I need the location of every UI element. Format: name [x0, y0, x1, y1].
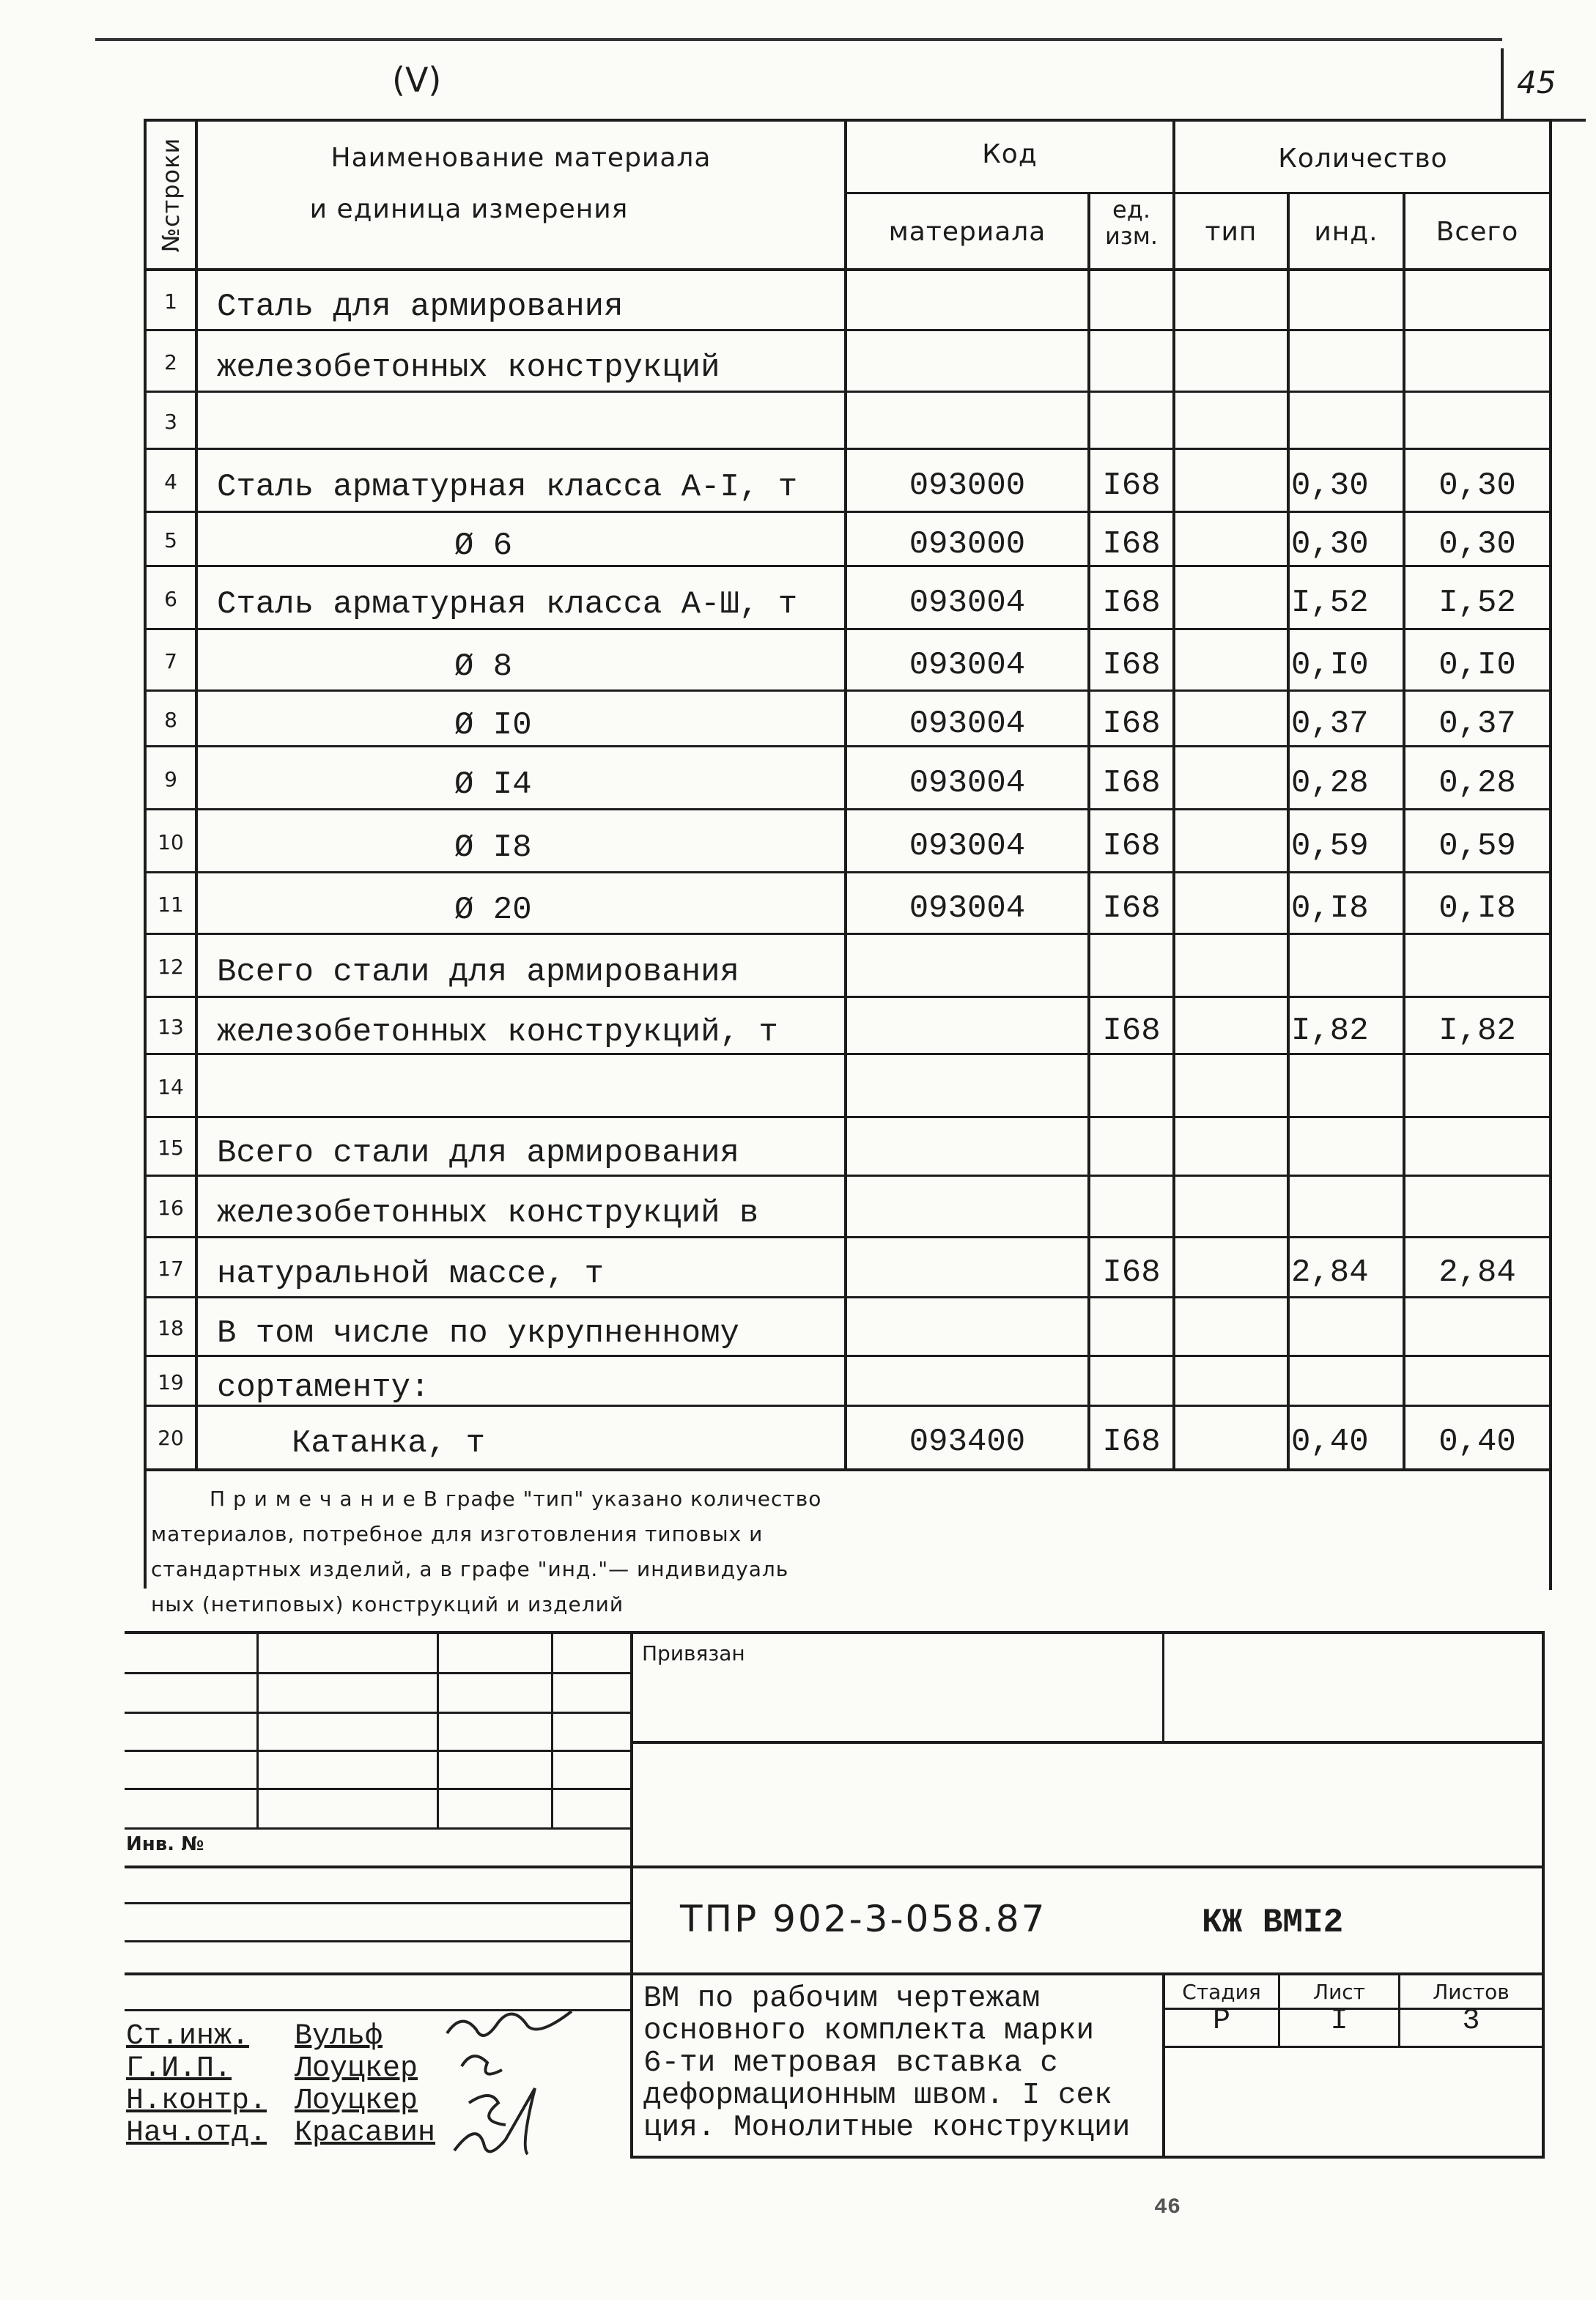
material-name	[217, 399, 841, 456]
header-row-number: №строки	[157, 137, 185, 253]
revision-mark: (V)	[392, 60, 442, 100]
stamp-line-3	[125, 1750, 630, 1752]
unit-code	[1090, 1303, 1172, 1361]
signature-row: Н.контр. Лоуцкер	[126, 2085, 418, 2118]
row-number: 20	[158, 1425, 184, 1450]
individual-qty	[1291, 336, 1403, 397]
individual-qty: 0,I8	[1291, 890, 1369, 927]
sheets-label: Листов	[1433, 1979, 1510, 2004]
material-code: 093004	[909, 828, 1026, 865]
material-code	[847, 939, 1087, 1002]
material-name: Всего стали для армирования	[217, 1135, 739, 1172]
individual-qty	[1291, 397, 1403, 454]
total-qty: I,82	[1438, 1013, 1516, 1049]
material-code	[847, 397, 1087, 454]
material-name: Сталь арматурная класса А-I, т	[217, 469, 798, 506]
note-line-3: стандартных изделий, а в графе "инд."— индивидуаль	[151, 1557, 789, 1581]
material-code	[847, 1243, 1087, 1303]
material-code: 093004	[909, 585, 1026, 621]
description-line-3: 6-ти метровая вставка с	[643, 2046, 1058, 2080]
stamp-col-privyazan	[1162, 1631, 1164, 1741]
unit-code: I68	[1102, 1013, 1161, 1049]
description-line-2: основного комплекта марки	[643, 2014, 1095, 2048]
col-line-code-qty	[1172, 119, 1175, 1470]
signature-scribble	[462, 2056, 502, 2074]
total-qty	[1405, 397, 1549, 454]
header-bottom	[144, 268, 1551, 271]
material-name: Ø I4	[454, 766, 532, 803]
unit-code: I68	[1102, 647, 1161, 684]
col-line-ind	[1287, 192, 1290, 1470]
material-name: железобетонных конструкций	[217, 350, 720, 386]
note-line-4: ных (нетиповых) конструкций и изделий	[151, 1592, 624, 1616]
individual-qty	[1291, 1303, 1403, 1361]
material-name: Ø I0	[454, 707, 532, 744]
row-number: 5	[164, 528, 177, 552]
individual-qty	[1291, 939, 1403, 1002]
unit-code: I68	[1102, 828, 1161, 865]
sheet-label: Лист	[1313, 1979, 1365, 2004]
header-total: Всего	[1436, 216, 1519, 247]
stamp-col-main	[630, 1631, 633, 2159]
row-number: 18	[158, 1315, 184, 1340]
header-unit	[1090, 196, 1172, 249]
header-quantity: Количество	[1278, 143, 1448, 174]
row-number: 1	[164, 289, 177, 314]
signature-scribble	[447, 2011, 572, 2035]
stamp-right	[1542, 1631, 1545, 2159]
row-number: 19	[158, 1369, 184, 1394]
material-code: 093004	[909, 647, 1026, 684]
row-number: 3	[164, 409, 177, 434]
material-code	[847, 1181, 1087, 1243]
stamp-bottom	[632, 2156, 1543, 2159]
note	[151, 1477, 957, 1627]
page-number: 45	[1517, 64, 1556, 100]
stage-label: Стадия	[1182, 1979, 1261, 2004]
row-number: 15	[158, 1135, 184, 1160]
document-mark: КЖ ВМI2	[1202, 1904, 1344, 1942]
header-unit-line1: ед.	[1112, 196, 1150, 223]
total-qty	[1405, 276, 1549, 336]
note-line-1: П р и м е ч а н и е В графе "тип" указано количество	[210, 1487, 822, 1511]
individual-qty: 0,40	[1291, 1424, 1369, 1460]
material-name: железобетонных конструкций в	[217, 1195, 759, 1232]
stamp-line-5	[125, 1827, 630, 1830]
total-qty	[1405, 1123, 1549, 1181]
material-name: сортаменту:	[217, 1369, 430, 1406]
material-code	[847, 1361, 1087, 1411]
individual-qty: 0,30	[1291, 467, 1369, 504]
signature-row: Нач.отд. Красавин	[126, 2117, 436, 2150]
total-qty: 0,30	[1438, 526, 1516, 563]
total-qty	[1405, 336, 1549, 397]
stamp-line-6	[125, 1865, 1543, 1868]
material-name: железобетонных конструкций, т	[217, 1014, 778, 1051]
material-code	[847, 1060, 1087, 1123]
stage-value: Р	[1212, 2004, 1230, 2038]
row-number: 2	[164, 350, 177, 374]
individual-qty	[1291, 1361, 1403, 1411]
total-qty	[1405, 1181, 1549, 1243]
material-code: 093004	[909, 706, 1026, 742]
privyazan-label: Привязан	[642, 1641, 745, 1665]
row-number: 7	[164, 648, 177, 673]
material-code	[847, 1002, 1087, 1060]
description-line-5: ция. Монолитные конструкции	[643, 2111, 1131, 2145]
individual-qty: 2,84	[1291, 1254, 1369, 1291]
row-number: 16	[158, 1195, 184, 1220]
individual-qty	[1291, 1123, 1403, 1181]
header-name-line1: Наименование материала	[330, 142, 712, 173]
stamp-top	[125, 1631, 1543, 1634]
total-qty: 0,I0	[1438, 647, 1516, 684]
handwritten-signatures	[432, 1993, 601, 2169]
total-qty	[1405, 1361, 1549, 1411]
col-line-num	[195, 119, 198, 1470]
stamp-line-privyazan	[630, 1741, 1543, 1744]
document-code: ТПР 902-3-058.87	[680, 1898, 1047, 1940]
header-subline	[844, 192, 1551, 194]
stamp-line-4	[125, 1788, 630, 1790]
unit-code	[1090, 1361, 1172, 1411]
individual-qty	[1291, 1060, 1403, 1123]
individual-qty: I,82	[1291, 1013, 1369, 1049]
material-code: 093000	[909, 526, 1026, 563]
individual-qty: 0,59	[1291, 828, 1369, 865]
stamp-line-2	[125, 1712, 630, 1714]
material-code	[847, 1123, 1087, 1181]
signature-row: Г.И.П. Лоуцкер	[126, 2052, 418, 2085]
stamp-col-c	[551, 1631, 553, 1829]
material-name: Ø 20	[454, 892, 532, 928]
material-code: 093004	[909, 890, 1026, 927]
material-name: Катанка, т	[292, 1425, 486, 1462]
sheets-value: 3	[1462, 2004, 1480, 2038]
unit-code: I68	[1102, 585, 1161, 621]
stamp-col-a	[256, 1631, 259, 1829]
material-name	[217, 1061, 841, 1124]
stamp-line-1	[125, 1672, 630, 1674]
row-number: 12	[158, 954, 184, 979]
note-line-2: материалов, потребное для изготовления типовых и	[151, 1522, 764, 1546]
unit-code: I68	[1102, 1254, 1161, 1291]
signatures	[126, 2021, 435, 2150]
material-code: 093000	[909, 467, 1026, 504]
total-qty: 2,84	[1438, 1254, 1516, 1291]
material-code	[847, 276, 1087, 336]
total-qty: 0,40	[1438, 1424, 1516, 1460]
unit-code	[1090, 276, 1172, 336]
stamp-col-b	[437, 1631, 439, 1829]
total-qty	[1405, 1303, 1549, 1361]
total-qty: 0,37	[1438, 706, 1516, 742]
total-qty: I,52	[1438, 585, 1516, 621]
unit-code	[1090, 397, 1172, 454]
header-material: материала	[888, 216, 1046, 247]
material-code	[847, 1303, 1087, 1361]
total-qty: 0,30	[1438, 467, 1516, 504]
unit-code: I68	[1102, 467, 1161, 504]
table-border-top	[144, 119, 1551, 122]
top-rule	[95, 38, 1502, 41]
unit-code: I68	[1102, 890, 1161, 927]
material-name: Ø 8	[454, 648, 513, 685]
header-type: тип	[1205, 216, 1257, 247]
unit-code: I68	[1102, 526, 1161, 563]
individual-qty: I,52	[1291, 585, 1369, 621]
individual-qty	[1291, 1181, 1403, 1243]
header-code: Код	[982, 138, 1038, 169]
material-name: Ø 6	[454, 528, 513, 564]
total-qty: 0,59	[1438, 828, 1516, 865]
individual-qty: 0,28	[1291, 765, 1369, 802]
stamp-line-8	[125, 1940, 630, 1942]
signature-scribble	[469, 2096, 506, 2125]
individual-qty	[1291, 276, 1403, 336]
unit-code	[1090, 336, 1172, 397]
row-number: 14	[158, 1074, 184, 1099]
material-name: Сталь арматурная класса А-Ш, т	[217, 586, 798, 623]
unit-code	[1090, 1181, 1172, 1243]
footer-scribble: 46	[1154, 2195, 1181, 2220]
stamp-line-7	[125, 1902, 630, 1904]
row-number: 10	[158, 829, 184, 854]
inv-no-label: Инв. №	[126, 1833, 204, 1855]
table-border-right	[1549, 119, 1552, 1590]
individual-qty: 0,I0	[1291, 647, 1369, 684]
unit-code	[1090, 1123, 1172, 1181]
header-name-line2: и единица измерения	[309, 193, 629, 224]
material-name: Сталь для армирования	[217, 289, 624, 325]
row-number: 17	[158, 1256, 184, 1281]
row-number: 11	[158, 892, 184, 917]
material-name: натуральной массе, т	[217, 1256, 605, 1293]
material-name: Ø I8	[454, 829, 532, 866]
description-line-1: ВМ по рабочим чертежам	[643, 1982, 1041, 2016]
row-number: 6	[164, 586, 177, 611]
material-code: 093400	[909, 1424, 1026, 1460]
material-name: Всего стали для армирования	[217, 954, 739, 991]
stamp-line-stage-values	[1162, 2046, 1543, 2048]
unit-code: I68	[1102, 765, 1161, 802]
total-qty: 0,28	[1438, 765, 1516, 802]
unit-code	[1090, 939, 1172, 1002]
unit-code: I68	[1102, 1424, 1161, 1460]
unit-code: I68	[1102, 706, 1161, 742]
individual-qty: 0,30	[1291, 526, 1369, 563]
material-name: В том числе по укрупненному	[217, 1315, 739, 1352]
unit-code	[1090, 1060, 1172, 1123]
row-number: 4	[164, 469, 177, 494]
header-individual: инд.	[1314, 216, 1378, 247]
individual-qty: 0,37	[1291, 706, 1369, 742]
row-number: 9	[164, 766, 177, 791]
description-line-4: деформационным швом. I сек	[643, 2079, 1112, 2112]
material-code: 093004	[909, 765, 1026, 802]
header-unit-line2: изм.	[1104, 222, 1159, 250]
material-code	[847, 336, 1087, 397]
total-qty	[1405, 1060, 1549, 1123]
stamp-description	[643, 1983, 1130, 2144]
signature-row: Ст.инж. Вульф	[126, 2020, 383, 2053]
row-number: 8	[164, 707, 177, 732]
total-qty	[1405, 939, 1549, 1002]
sheet-value: I	[1330, 2004, 1348, 2038]
row-number: 13	[158, 1014, 184, 1039]
total-qty: 0,I8	[1438, 890, 1516, 927]
